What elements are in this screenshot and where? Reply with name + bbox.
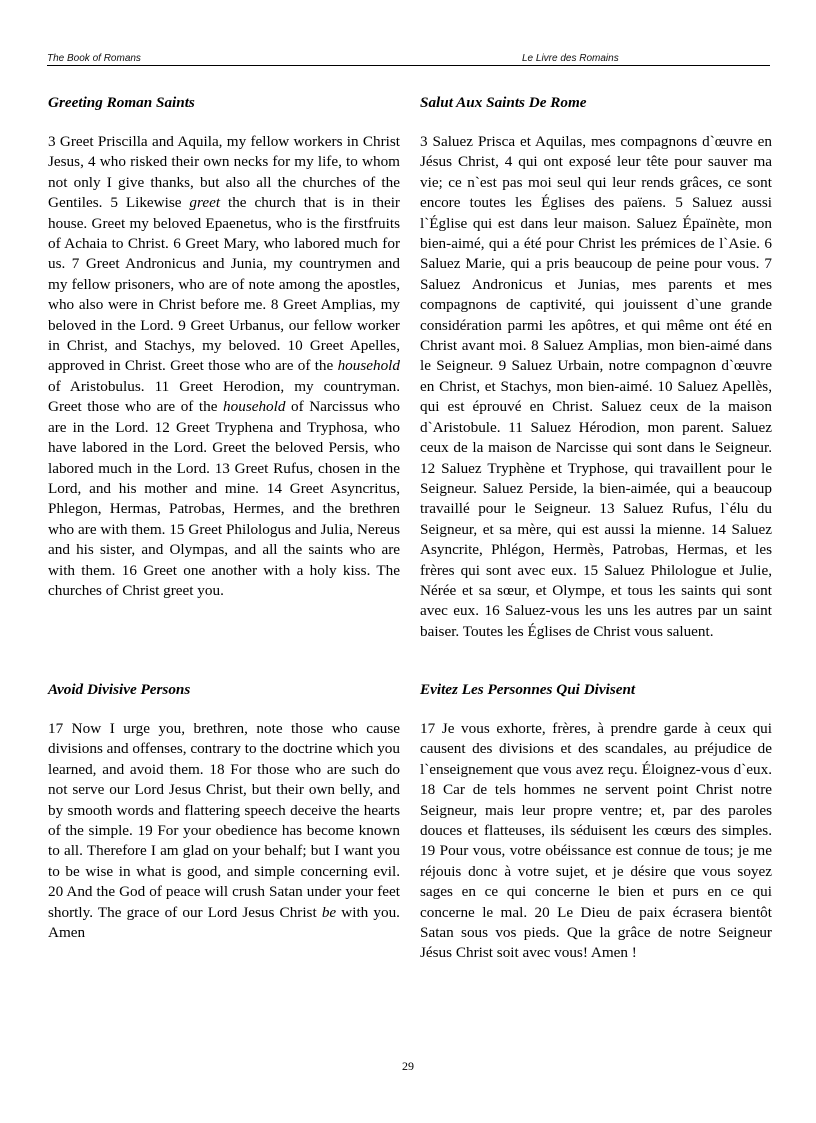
verse-text: of Narcissus who are in the Lord. 12 Greet Tryphena and Tryphosa, who have labored in the Lord. Greet the beloved Persis, who labored much in the Lord. 13 Greet Rufus, chosen in the Lord, and his mother and mine. 14 Greet Asyncritus, Phlegon, Hermas, Patrobas, Hermes, and the brethren who are with them. 15 Greet Philologus and Julia, Nereus and his sister, and Olympas, and all the saints who are with them. 16 Greet one another with a holy kiss. The churches of Christ greet you. — [48, 398, 400, 599]
verse-text: 3 Greet Priscilla and Aquila, my fellow workers in Christ Jesus, 4 who risked their own necks for my life, to whom not only I give thanks, but also all the churches of the Gentiles. 5 Likewise — [48, 133, 400, 212]
header-right-title: Le Livre des Romains — [522, 53, 619, 64]
emphasis-text: household — [337, 357, 400, 375]
header-left-title: The Book of Romans — [47, 53, 141, 64]
header-rule — [47, 65, 770, 66]
heading-avoid-divisive-persons: Avoid Divisive Persons — [48, 681, 191, 698]
english-column — [48, 132, 400, 601]
french-paragraph — [420, 132, 772, 642]
verse-text: the church that is in their house. Greet my beloved Epaenetus, who is the firstfruits of Achaia to Christ. 6 Greet Mary, who labored much for us. 7 Greet Andronicus and Junia, my countrymen and my fellow prisoners, who are of note among the apostles, who also were in Christ before me. 8 Greet Amplias, my beloved in the Lord. 9 Greet Urbanus, our fellow worker in Christ, and Stachys, my beloved. 10 Greet Apelles, approved in Christ. Greet those who are of the — [48, 194, 400, 375]
section-heading-french — [420, 680, 772, 700]
emphasis-text: household — [223, 398, 286, 416]
heading-evitez-les-personnes: Evitez Les Personnes Qui Divisent — [420, 681, 636, 698]
verse-text: 3 Saluez Prisca et Aquilas, mes compagnons d`œuvre en Jésus Christ, 4 qui ont exposé leur tête pour sauver ma vie; ce n`est pas moi seul qui leur rends grâces, ce sont encore toutes les Églises des païens. 5 Saluez aussi l`Église qui est dans leur maison. Saluez Épaïnète, mon bien-aimé, qui a été pour Christ les prémices de l`Asie. 6 Saluez Marie, qui a pris beaucoup de peine pour vous. 7 Saluez Andronicus et Junias, mes parents et mes compagnons de captivité, qui jouissent d`une grande considération parmi les apôtres, et qui même ont été en Christ avant moi. 8 Saluez Amplias, mon bien-aimé dans le Seigneur. 9 Saluez Urbain, notre compagnon d`œuvre en Christ, et Stachys, mon bien-aimé. 10 Saluez Apellès, qui est éprouvé en Christ. Saluez ceux de la maison d`Aristobule. 11 Saluez Hérodion, mon parent. Saluez ceux de la maison de Narcisse qui sont dans le Seigneur. 12 Saluez Tryphène et Tryphose, qui travaillent pour le Seigneur. Saluez Perside, la bien-aimée, qui a beaucoup travaillé pour le Seigneur. 13 Saluez Rufus, l`élu du Seigneur, et sa mère, qui est aussi la mienne. 14 Saluez Asyncrite, Phlégon, Hermès, Patrobas, Hermas, et les frères qui sont avec eux. 15 Saluez Philologue et Julie, Nérée et sa sœur, et Olympe, et tous les saints qui sont avec eux. 16 Saluez-vous les uns les autres par un saint baiser. Toutes les Églises de Christ vous saluent. — [420, 133, 772, 640]
french-paragraph — [420, 719, 772, 964]
verse-text: of Aristobulus. 11 Greet Herodion, my countryman. Greet those who are of the — [48, 377, 400, 416]
emphasis-text: greet — [189, 194, 221, 212]
emphasis-text: be — [321, 903, 337, 921]
heading-greeting-roman-saints: Greeting Roman Saints — [48, 94, 195, 111]
verse-text: 17 Je vous exhorte, frères, à prendre garde à ceux qui causent des divisions et des scandales, au préjudice de l`enseignement que vous avez reçu. Éloignez-vous d`eux. 18 Car de tels hommes ne servent point Christ notre Seigneur, mais leur propre ventre; et, par des paroles douces et flatteuses, ils séduisent les cœurs des simples. 19 Pour vous, votre obéissance est connue de tous; je me réjouis donc à votre sujet, et je désire que vous soyez sages en ce qui concerne le bien et purs en ce qui concerne le mal. 20 Le Dieu de paix écrasera bientôt Satan sous vos pieds. Que la grâce de notre Seigneur Jésus Christ soit avec vous! Amen ! — [420, 720, 772, 962]
section-heading-english — [48, 680, 400, 700]
heading-salut-aux-saints: Salut Aux Saints De Rome — [420, 94, 587, 111]
english-paragraph — [48, 719, 400, 943]
section-heading-english — [48, 93, 400, 113]
english-column — [48, 719, 400, 943]
section-heading-french — [420, 93, 772, 113]
page-number: 29 — [402, 1059, 414, 1073]
french-column — [420, 719, 772, 964]
english-paragraph — [48, 132, 400, 601]
verse-text: 17 Now I urge you, brethren, note those who cause divisions and offenses, contrary to the doctrine which you learned, and avoid them. 18 For those who are such do not serve our Lord Jesus Christ, but their own belly, and by smooth words and flattering speech deceive the hearts of the simple. 19 For your obedience has become known to all. Therefore I am glad on your behalf; but I want you to be wise in what is good, and simple concerning evil. 20 And the God of peace will crush Satan under your feet shortly. The grace of our Lord Jesus Christ — [48, 720, 400, 921]
french-column — [420, 132, 772, 642]
verse-text: with you. Amen — [48, 903, 400, 942]
